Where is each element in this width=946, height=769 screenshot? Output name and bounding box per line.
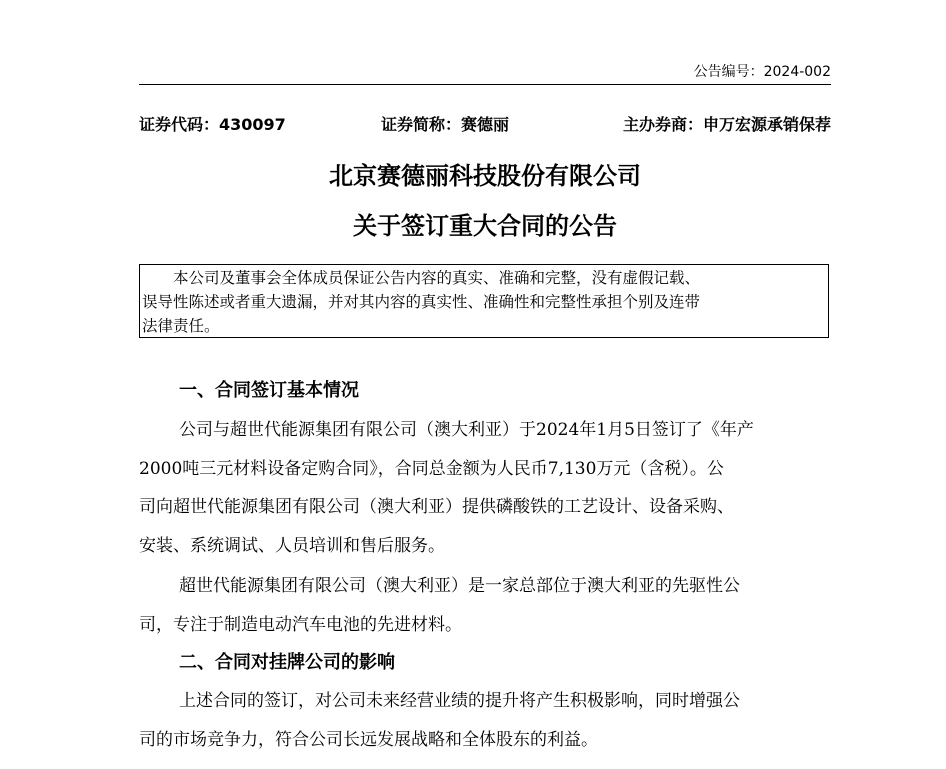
section-heading: 二、合同对挂牌公司的影响 (179, 652, 395, 673)
paragraph (139, 567, 831, 644)
securities-info-row (139, 113, 831, 137)
securities-short-name: 证券简称：赛德丽 (381, 115, 510, 134)
notice-line: 法律责任。 (142, 317, 220, 335)
paragraph-line: 上述合同的签订，对公司未来经营业绩的提升将产生积极影响，同时增强公 (179, 691, 740, 711)
paragraph-line: 公司与超世代能源集团有限公司（澳大利亚）于2024年1月5日签订了《年产 (179, 420, 754, 440)
document-page (139, 0, 831, 769)
header-rule (139, 84, 831, 85)
announcement-number: 公告编号：2024-002 (693, 64, 831, 80)
paragraph (139, 682, 831, 759)
company-title: 北京赛德丽科技股份有限公司 (329, 162, 641, 190)
paragraph-line: 司向超世代能源集团有限公司（澳大利亚）提供磷酸铁的工艺设计、设备采购、 (139, 497, 734, 517)
paragraph-line: 超世代能源集团有限公司（澳大利亚）是一家总部位于澳大利亚的先驱性公 (179, 576, 740, 596)
paragraph-line: 司的市场竞争力，符合公司长远发展战略和全体股东的利益。 (139, 729, 598, 750)
notice-line: 误导性陈述或者重大遗漏，并对其内容的真实性、准确性和完整性承担个别及连带 (142, 293, 701, 311)
notice-box (139, 264, 829, 338)
paragraph-line: 司，专注于制造电动汽车电池的先进材料。 (139, 614, 462, 635)
securities-code: 证券代码：430097 (139, 115, 286, 134)
notice-line: 本公司及董事会全体成员保证公告内容的真实、准确和完整，没有虚假记载、 (173, 269, 701, 287)
paragraph-line: 2000吨三元材料设备定购合同》，合同总金额为人民币7,130万元（含税）。公 (139, 458, 724, 479)
paragraph-line: 安装、系统调试、人员培训和售后服务。 (139, 535, 445, 556)
section-heading: 一、合同签订基本情况 (179, 380, 359, 401)
announcement-title: 关于签订重大合同的公告 (353, 212, 617, 240)
sponsor-broker: 主办券商：申万宏源承销保荐 (622, 115, 831, 134)
paragraph (139, 411, 831, 565)
